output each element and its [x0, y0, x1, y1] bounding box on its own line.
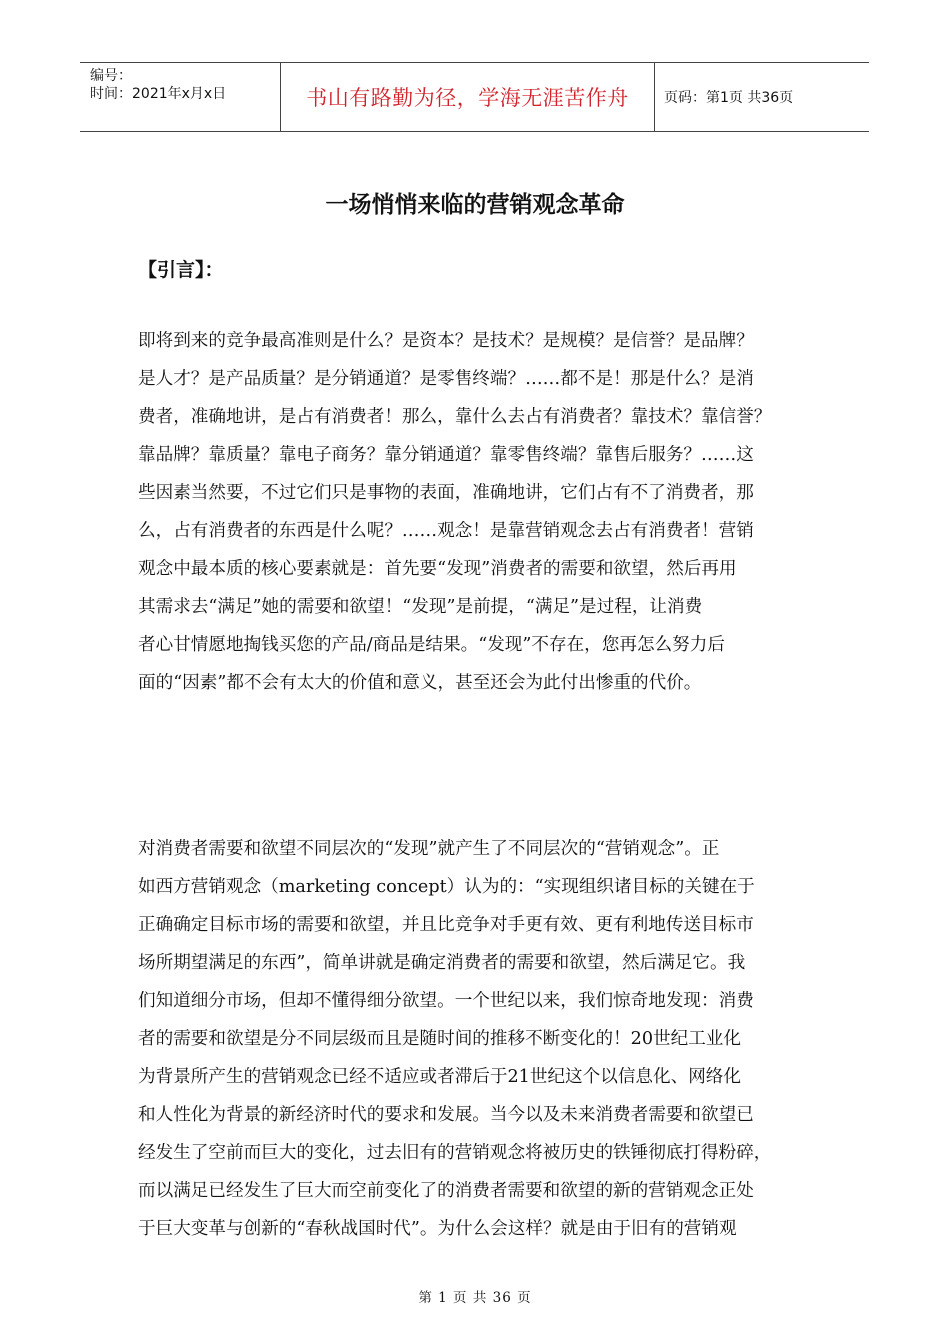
paragraph-line: 靠品牌？靠质量？靠电子商务？靠分销通道？靠零售终端？靠售后服务？……这	[138, 445, 754, 465]
paragraph-line: 其需求去“满足”她的需要和欲望！“发现”是前提，“满足”是过程，让消费	[138, 597, 703, 617]
header-meta-cell	[80, 63, 280, 131]
paragraph-line: 和人性化为背景的新经济时代的要求和发展。当今以及未来消费者需要和欲望已	[138, 1105, 754, 1125]
paragraph-line: 如西方营销观念（marketing concept）认为的：“实现组织诸目标的关键在于	[138, 877, 755, 897]
header-page-info: 页码：第1页 共36页	[664, 90, 794, 106]
document-number-label: 编号：	[90, 68, 132, 84]
paragraph-line: 费者，准确地讲，是占有消费者！那么，靠什么去占有消费者？靠技术？靠信誉？	[138, 407, 772, 427]
header-motto: 书山有路勤为径，学海无涯苦作舟	[306, 86, 629, 110]
paragraph-line: 么，占有消费者的东西是什么呢？……观念！是靠营销观念去占有消费者！营销	[138, 521, 754, 541]
paragraph-1	[138, 322, 828, 702]
paragraph-line: 观念中最本质的核心要素就是：首先要“发现”消费者的需要和欲望，然后再用	[138, 559, 737, 579]
paragraph-line: 场所期望满足的东西”，简单讲就是确定消费者的需要和欲望，然后满足它。我	[138, 953, 746, 973]
intro-label: 【引言】：	[138, 259, 224, 281]
paragraph-line: 者心甘情愿地掏钱买您的产品/商品是结果。“发现”不存在，您再怎么努力后	[138, 635, 725, 655]
paragraph-line: 正确确定目标市场的需要和欲望，并且比竞争对手更有效、更有利地传送目标市	[138, 915, 754, 935]
paragraph-line: 经发生了空前而巨大的变化，过去旧有的营销观念将被历史的铁锤彻底打得粉碎，	[138, 1143, 772, 1163]
header-motto-cell	[280, 63, 655, 131]
paragraph-line: 是人才？是产品质量？是分销通道？是零售终端？……都不是！那是什么？是消	[138, 369, 754, 389]
paragraph-2	[138, 830, 828, 1248]
paragraph-line: 们知道细分市场，但却不懂得细分欲望。一个世纪以来，我们惊奇地发现：消费	[138, 991, 754, 1011]
paragraph-line: 于巨大变革与创新的“春秋战国时代”。为什么会这样？就是由于旧有的营销观	[138, 1219, 737, 1239]
paragraph-line: 者的需要和欲望是分不同层级而且是随时间的推移不断变化的！20世纪工业化	[138, 1029, 741, 1049]
header-page-cell	[654, 63, 869, 131]
paragraph-line: 即将到来的竞争最高准则是什么？是资本？是技术？是规模？是信誉？是品牌？	[138, 331, 754, 351]
paragraph-line: 而以满足已经发生了巨大而空前变化了的消费者需要和欲望的新的营销观念正处	[138, 1181, 754, 1201]
document-title: 一场悄悄来临的营销观念革命	[325, 192, 625, 218]
paragraph-line: 为背景所产生的营销观念已经不适应或者滞后于21世纪这个以信息化、网络化	[138, 1067, 741, 1087]
paragraph-line: 面的“因素”都不会有太大的价值和意义，甚至还会为此付出惨重的代价。	[138, 673, 702, 693]
page-footer: 第 1 页 共 36 页	[418, 1290, 532, 1306]
header-table	[80, 62, 869, 132]
paragraph-line: 对消费者需要和欲望不同层次的“发现”就产生了不同层次的“营销观念”。正	[138, 839, 720, 859]
paragraph-line: 些因素当然要，不过它们只是事物的表面，准确地讲，它们占有不了消费者，那	[138, 483, 754, 503]
document-date: 时间：2021年x月x日	[90, 86, 227, 102]
